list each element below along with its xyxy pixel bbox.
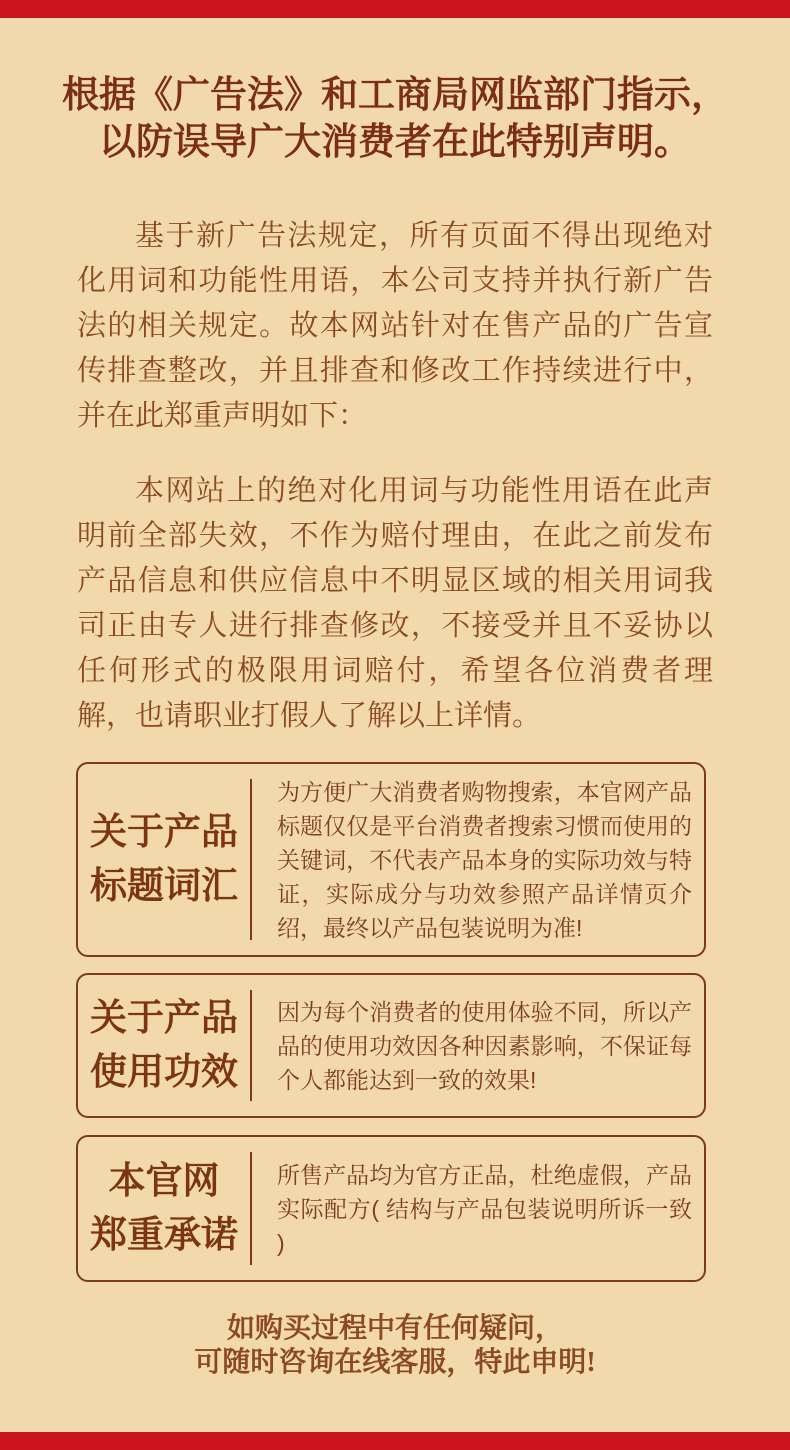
title-line-1: 根据《广告法》和工商局网监部门指示， — [62, 75, 728, 116]
notice-box-label-line-2: 标题词汇 — [90, 865, 238, 907]
notice-box-text: 所售产品均为官方正品，杜绝虚假，产品实际配方( 结构与产品包装说明所诉一致 ) — [277, 1161, 692, 1256]
notice-box-label-line-1: 关于产品 — [90, 997, 238, 1039]
paragraph-absolute-terms-void: 本网站上的绝对化用词与功能性用语在此声明前全部失效，不作为赔付理由，在此之前发布产品信息和供应信息中不明显区域的相关用词我司正由专人进行排查修改，不接受并且不妥协以任何形式的极限用词赔付，希望各位消费者理解，也请职业打假人了解以上详情。 — [77, 475, 713, 732]
notice-box-product-title — [76, 762, 706, 957]
title-line-2: 以防误导广大消费者在此特别声明。 — [99, 122, 691, 163]
top-red-bar — [0, 0, 790, 18]
notice-box-label — [78, 764, 250, 955]
notice-box-label-line-2: 使用功效 — [90, 1051, 238, 1093]
footer-note-line-2: 可随时咨询在线客服，特此申明! — [194, 1347, 596, 1378]
footer-note-line-1: 如购买过程中有任何疑问， — [226, 1313, 563, 1344]
footer-note — [0, 1312, 790, 1380]
notice-box-label — [78, 1137, 250, 1280]
notice-box-label-line-2: 郑重承诺 — [90, 1214, 238, 1256]
notice-box-label-line-1: 本官网 — [108, 1160, 220, 1202]
declaration-body — [77, 214, 713, 739]
notice-box-label-line-1: 关于产品 — [90, 811, 238, 853]
notice-box-text: 因为每个消费者的使用体验不同，所以产品的使用功效因各种因素影响，不保证每个人都能达到一致的效果! — [277, 998, 692, 1093]
page-title — [0, 72, 790, 166]
bottom-red-bar — [0, 1432, 790, 1450]
notice-box-official-promise — [76, 1135, 706, 1282]
notice-box-label — [78, 975, 250, 1116]
notice-box-text: 为方便广大消费者购物搜索，本官网产品标题仅仅是平台消费者搜索习惯而使用的关键词，不代表产品本身的实际功效与特证，实际成分与功效参照产品详情页介绍，最终以产品包装说明为准! — [277, 778, 692, 941]
notice-box-product-effect — [76, 973, 706, 1118]
notice-box-list — [76, 762, 706, 1282]
paragraph-ad-law-basis: 基于新广告法规定，所有页面不得出现绝对化用词和功能性用语，本公司支持并执行新广告法的相关规定。故本网站针对在售产品的广告宣传排查整改，并且排查和修改工作持续进行中，并在此郑重声明如下： — [77, 220, 713, 432]
